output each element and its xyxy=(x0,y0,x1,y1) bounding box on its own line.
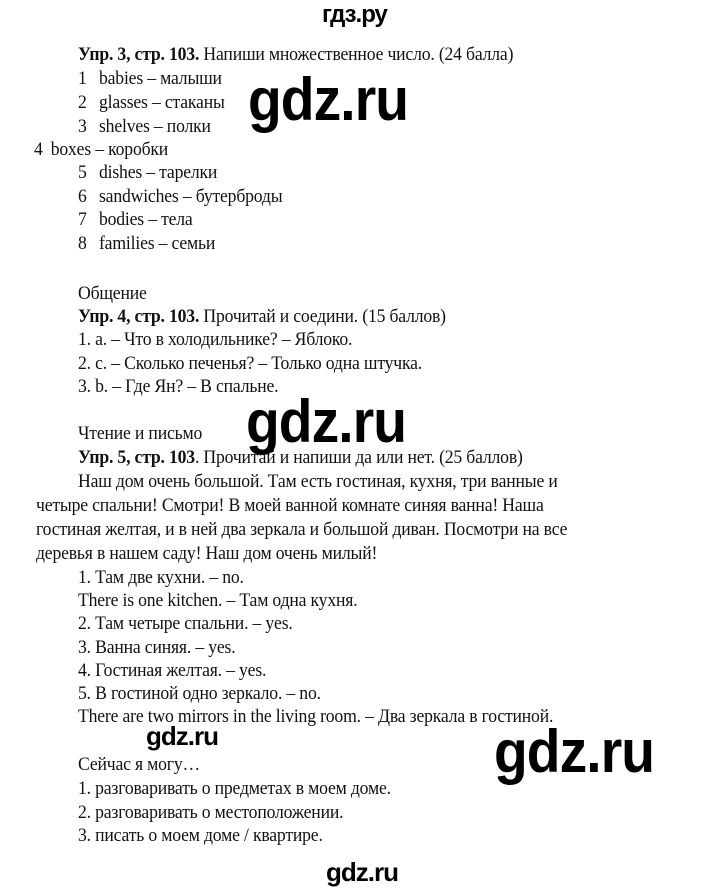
now-i-can-item: 2. разговаривать о местоположении. xyxy=(78,802,344,823)
ex3-item xyxy=(78,209,193,231)
section-communication: Общение xyxy=(78,283,147,304)
section-reading: Чтение и письмо xyxy=(78,423,203,444)
item-text: sandwiches – бутерброды xyxy=(98,186,283,207)
site-header: гдз.ру xyxy=(322,1,387,28)
ex4-title-bold: Упр. 4, стр. 103. xyxy=(78,306,200,327)
ex5-title-bold: Упр. 5, стр. 103 xyxy=(78,447,195,468)
item-text: families – семьи xyxy=(98,233,216,254)
now-i-can-item: 3. писать о моем доме / квартире. xyxy=(78,825,323,846)
item-text: glasses – стаканы xyxy=(98,92,225,113)
item-text: dishes – тарелки xyxy=(98,162,218,183)
ex5-paragraph-line: гостиная желтая, и в ней два зеркала и большой диван. Посмотри на все xyxy=(36,519,568,540)
ex4-title xyxy=(78,306,446,328)
ex5-answer: 4. Гостиная желтая. – yes. xyxy=(78,660,267,681)
now-i-can-title: Сейчас я могу… xyxy=(78,754,201,775)
ex3-item xyxy=(78,162,217,184)
ex5-answer: 5. В гостиной одно зеркало. – no. xyxy=(78,683,321,704)
item-number: 5 xyxy=(78,162,87,183)
watermark: gdz.ru xyxy=(146,721,218,751)
ex3-title xyxy=(78,44,513,66)
ex5-paragraph-line: Наш дом очень большой. Там есть гостиная, кухня, три ванные и xyxy=(78,471,558,492)
watermark: gdz.ru xyxy=(248,66,409,133)
ex5-title-rest: . Прочитай и напиши да или нет. (25 баллов) xyxy=(194,447,523,468)
ex5-answer: 3. Ванна синяя. – yes. xyxy=(78,637,236,658)
ex5-answer: There is one kitchen. – Там одна кухня. xyxy=(78,590,358,611)
ex5-title xyxy=(78,447,523,469)
ex3-title-rest: Напиши множественное число. (24 балла) xyxy=(199,44,514,65)
item-number: 7 xyxy=(78,209,87,230)
item-text: shelves – полки xyxy=(98,116,211,137)
ex3-item xyxy=(78,233,215,255)
ex3-title-bold: Упр. 3, стр. 103. xyxy=(78,44,200,65)
ex4-title-rest: Прочитай и соедини. (15 баллов) xyxy=(199,306,446,327)
watermark: gdz.ru xyxy=(326,857,398,887)
ex3-item xyxy=(34,139,168,161)
ex4-item: 2. c. – Сколько печенья? – Только одна штучка. xyxy=(78,353,422,374)
watermark: gdz.ru xyxy=(494,718,655,785)
item-text: bodies – тела xyxy=(98,209,193,230)
item-text: boxes – коробки xyxy=(50,139,169,160)
now-i-can-item: 1. разговаривать о предметах в моем доме. xyxy=(78,778,391,799)
ex3-item xyxy=(78,92,225,114)
ex4-item: 1. a. – Что в холодильнике? – Яблоко. xyxy=(78,329,353,350)
item-number: 1 xyxy=(78,68,87,89)
ex3-item xyxy=(78,68,222,90)
ex5-answer: 2. Там четыре спальни. – yes. xyxy=(78,613,293,634)
ex5-paragraph-line: деревья в нашем саду! Наш дом очень милый! xyxy=(36,543,378,564)
item-number: 4 xyxy=(34,139,43,160)
item-number: 6 xyxy=(78,186,87,207)
item-number: 3 xyxy=(78,116,87,137)
ex5-answer: 1. Там две кухни. – no. xyxy=(78,567,244,588)
ex3-item xyxy=(78,186,282,208)
watermark: gdz.ru xyxy=(246,388,407,455)
item-text: babies – малыши xyxy=(98,68,222,89)
ex4-item: 3. b. – Где Ян? – В спальне. xyxy=(78,376,279,397)
ex3-item xyxy=(78,116,211,138)
ex5-paragraph-line: четыре спальни! Смотри! В моей ванной комнате синяя ванна! Наша xyxy=(36,495,544,516)
item-number: 8 xyxy=(78,233,87,254)
ex5-answer: There are two mirrors in the living room. – Два зеркала в гостиной. xyxy=(78,706,554,727)
item-number: 2 xyxy=(78,92,87,113)
